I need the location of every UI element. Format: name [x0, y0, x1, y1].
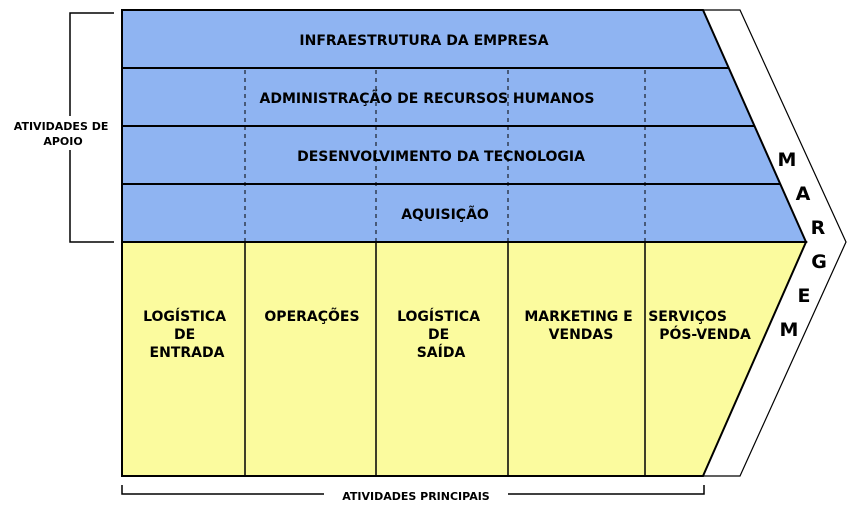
- support-activity-rh: ADMINISTRAÇÃO DE RECURSOS HUMANOS: [259, 91, 595, 107]
- label-line: OPERAÇÕES: [264, 309, 360, 325]
- label-line: LOGÍSTICA: [397, 309, 481, 325]
- label-line: APOIO: [43, 135, 83, 148]
- label-line: LOGÍSTICA: [143, 309, 227, 325]
- label-line: PÓS-VENDA: [659, 327, 751, 343]
- margin-letter: M: [779, 319, 799, 341]
- label-line: SERVIÇOS: [648, 309, 727, 325]
- label-line: MARKETING E: [524, 309, 633, 325]
- support-activity-infraestrutura: INFRAESTRUTURA DA EMPRESA: [299, 33, 549, 49]
- primary-label: ATIVIDADES PRINCIPAIS: [342, 490, 490, 503]
- label-line: ENTRADA: [149, 345, 225, 361]
- margin-letter: R: [810, 217, 826, 239]
- support-activity-tecnologia: DESENVOLVIMENTO DA TECNOLOGIA: [297, 149, 585, 165]
- margin-letter: A: [795, 183, 811, 205]
- margin-letter: M: [777, 149, 797, 171]
- label-line: SAÍDA: [416, 345, 466, 361]
- label-line: VENDAS: [548, 327, 614, 343]
- label-line: DE: [173, 327, 196, 343]
- support-activity-aquisicao: AQUISIÇÃO: [401, 207, 489, 223]
- primary-activity-operacoes: [264, 307, 359, 325]
- label-line: ATIVIDADES DE: [13, 120, 109, 133]
- label-line: DE: [427, 327, 450, 343]
- margin-letter: E: [797, 285, 811, 307]
- margin-letter: G: [811, 251, 827, 273]
